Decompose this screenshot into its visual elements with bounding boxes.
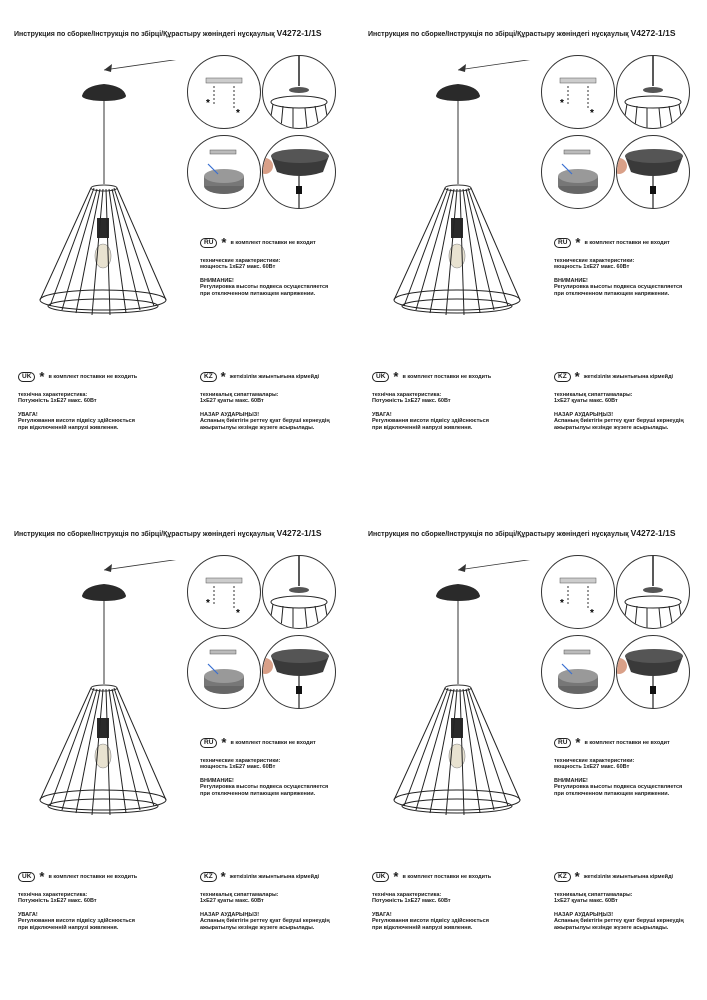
star-icon: * (220, 869, 226, 884)
page-title: Инструкция по сборке/Інструкція по збірці/Құрастыру жөніндегі нұсқаулық V4272-1/1S (368, 528, 676, 538)
star-icon: * (39, 869, 45, 884)
svg-text:*: * (560, 98, 564, 109)
kz-section: KZ * жеткізілім жиынтығына кірмейді техникалық сипаттамалары: 1хЕ27 қуаты макс. 60Вт НАЗАР АУДАРЫҢЫЗ! Аспаның биіктігін реттеу қуат беруші кернеудің ажыратылуы кезінде жүзеге асырылады. (554, 369, 684, 431)
assembly-step-4-image (616, 135, 690, 209)
star-icon: * (221, 235, 227, 250)
instruction-panel-1 (0, 0, 353, 500)
assembly-step-4-image (262, 635, 336, 709)
svg-text:*: * (236, 608, 240, 619)
star-icon: * (221, 735, 227, 750)
ru-section: RU * в комплект поставки не входит технические характеристики: мощность 1хЕ27 макс. 60Вт ВНИМАНИЕ! Регулировка высоты подвеса осуществляется при отключенном питающем напряжении. (554, 735, 683, 797)
assembly-step-1-image (187, 55, 261, 129)
assembly-step-3-image (541, 635, 615, 709)
assembly-step-2-image (262, 555, 336, 629)
svg-text:*: * (590, 108, 594, 119)
star-icon: * (575, 735, 581, 750)
ru-section: RU * в комплект поставки не входит технические характеристики: мощность 1хЕ27 макс. 60Вт ВНИМАНИЕ! Регулировка высоты подвеса осуществляется при отключенном питающем напряжении. (200, 235, 329, 297)
star-icon: * (574, 369, 580, 384)
page-title: Инструкция по сборке/Інструкція по збірці/Құрастыру жөніндегі нұсқаулық V4272-1/1S (368, 28, 676, 38)
ru-badge: RU (200, 238, 217, 248)
kz-badge: KZ (200, 372, 217, 382)
ru-badge: RU (200, 738, 217, 748)
assembly-step-4-image (262, 135, 336, 209)
svg-text:*: * (560, 598, 564, 609)
ru-badge: RU (554, 238, 571, 248)
instruction-panel-2 (354, 0, 707, 500)
uk-section: UK * в комплект поставки не входить технічна характеристика: Потужність 1хЕ27 макс. 60Вт УВАГА! Регулювання висоти підвісу здійснюється при відключенній напрузі живлення. (18, 869, 138, 931)
instruction-panel-4 (354, 500, 707, 1000)
uk-badge: UK (18, 872, 35, 882)
assembly-step-3-image (187, 635, 261, 709)
kz-badge: KZ (554, 872, 571, 882)
svg-text:*: * (206, 98, 210, 109)
uk-badge: UK (372, 872, 389, 882)
assembly-step-2-image (616, 55, 690, 129)
uk-badge: UK (372, 372, 389, 382)
assembly-step-3-image (541, 135, 615, 209)
instruction-panel-3 (0, 500, 353, 1000)
kz-section: KZ * жеткізілім жиынтығына кірмейді техникалық сипаттамалары: 1хЕ27 қуаты макс. 60Вт НАЗАР АУДАРЫҢЫЗ! Аспаның биіктігін реттеу қуат беруші кернеудің ажыратылуы кезінде жүзеге асырылады. (200, 369, 330, 431)
assembly-step-2-image (616, 555, 690, 629)
uk-section: UK * в комплект поставки не входить технічна характеристика: Потужність 1хЕ27 макс. 60Вт УВАГА! Регулювання висоти підвісу здійснюється при відключенній напрузі живлення. (372, 869, 492, 931)
star-icon: * (39, 369, 45, 384)
kz-badge: KZ (200, 872, 217, 882)
star-icon: * (574, 869, 580, 884)
svg-text:*: * (236, 108, 240, 119)
star-icon: * (575, 235, 581, 250)
assembly-step-2-image (262, 55, 336, 129)
ru-badge: RU (554, 738, 571, 748)
assembly-step-4-image (616, 635, 690, 709)
ru-section: RU * в комплект поставки не входит технические характеристики: мощность 1хЕ27 макс. 60Вт ВНИМАНИЕ! Регулировка высоты подвеса осуществляется при отключенном питающем напряжении. (200, 735, 329, 797)
star-icon: * (220, 369, 226, 384)
assembly-step-1-image (541, 55, 615, 129)
page-title: Инструкция по сборке/Інструкція по збірці/Құрастыру жөніндегі нұсқаулық V4272-1/1S (14, 528, 322, 538)
kz-section: KZ * жеткізілім жиынтығына кірмейді техникалық сипаттамалары: 1хЕ27 қуаты макс. 60Вт НАЗАР АУДАРЫҢЫЗ! Аспаның биіктігін реттеу қуат беруші кернеудің ажыратылуы кезінде жүзеге асырылады. (554, 869, 684, 931)
svg-text:*: * (590, 608, 594, 619)
kz-section: KZ * жеткізілім жиынтығына кірмейді техникалық сипаттамалары: 1хЕ27 қуаты макс. 60Вт НАЗАР АУДАРЫҢЫЗ! Аспаның биіктігін реттеу қуат беруші кернеудің ажыратылуы кезінде жүзеге асырылады. (200, 869, 330, 931)
kz-badge: KZ (554, 372, 571, 382)
uk-badge: UK (18, 372, 35, 382)
page-title: Инструкция по сборке/Інструкція по збірці/Құрастыру жөніндегі нұсқаулық V4272-1/1S (14, 28, 322, 38)
assembly-step-3-image (187, 135, 261, 209)
assembly-step-1-image (187, 555, 261, 629)
uk-section: UK * в комплект поставки не входить технічна характеристика: Потужність 1хЕ27 макс. 60Вт УВАГА! Регулювання висоти підвісу здійснюється при відключенній напрузі живлення. (18, 369, 138, 431)
uk-section: UK * в комплект поставки не входить технічна характеристика: Потужність 1хЕ27 макс. 60Вт УВАГА! Регулювання висоти підвісу здійснюється при відключенній напрузі живлення. (372, 369, 492, 431)
ru-section: RU * в комплект поставки не входит технические характеристики: мощность 1хЕ27 макс. 60Вт ВНИМАНИЕ! Регулировка высоты подвеса осуществляется при отключенном питающем напряжении. (554, 235, 683, 297)
svg-text:*: * (206, 598, 210, 609)
star-icon: * (393, 369, 399, 384)
assembly-step-1-image (541, 555, 615, 629)
star-icon: * (393, 869, 399, 884)
